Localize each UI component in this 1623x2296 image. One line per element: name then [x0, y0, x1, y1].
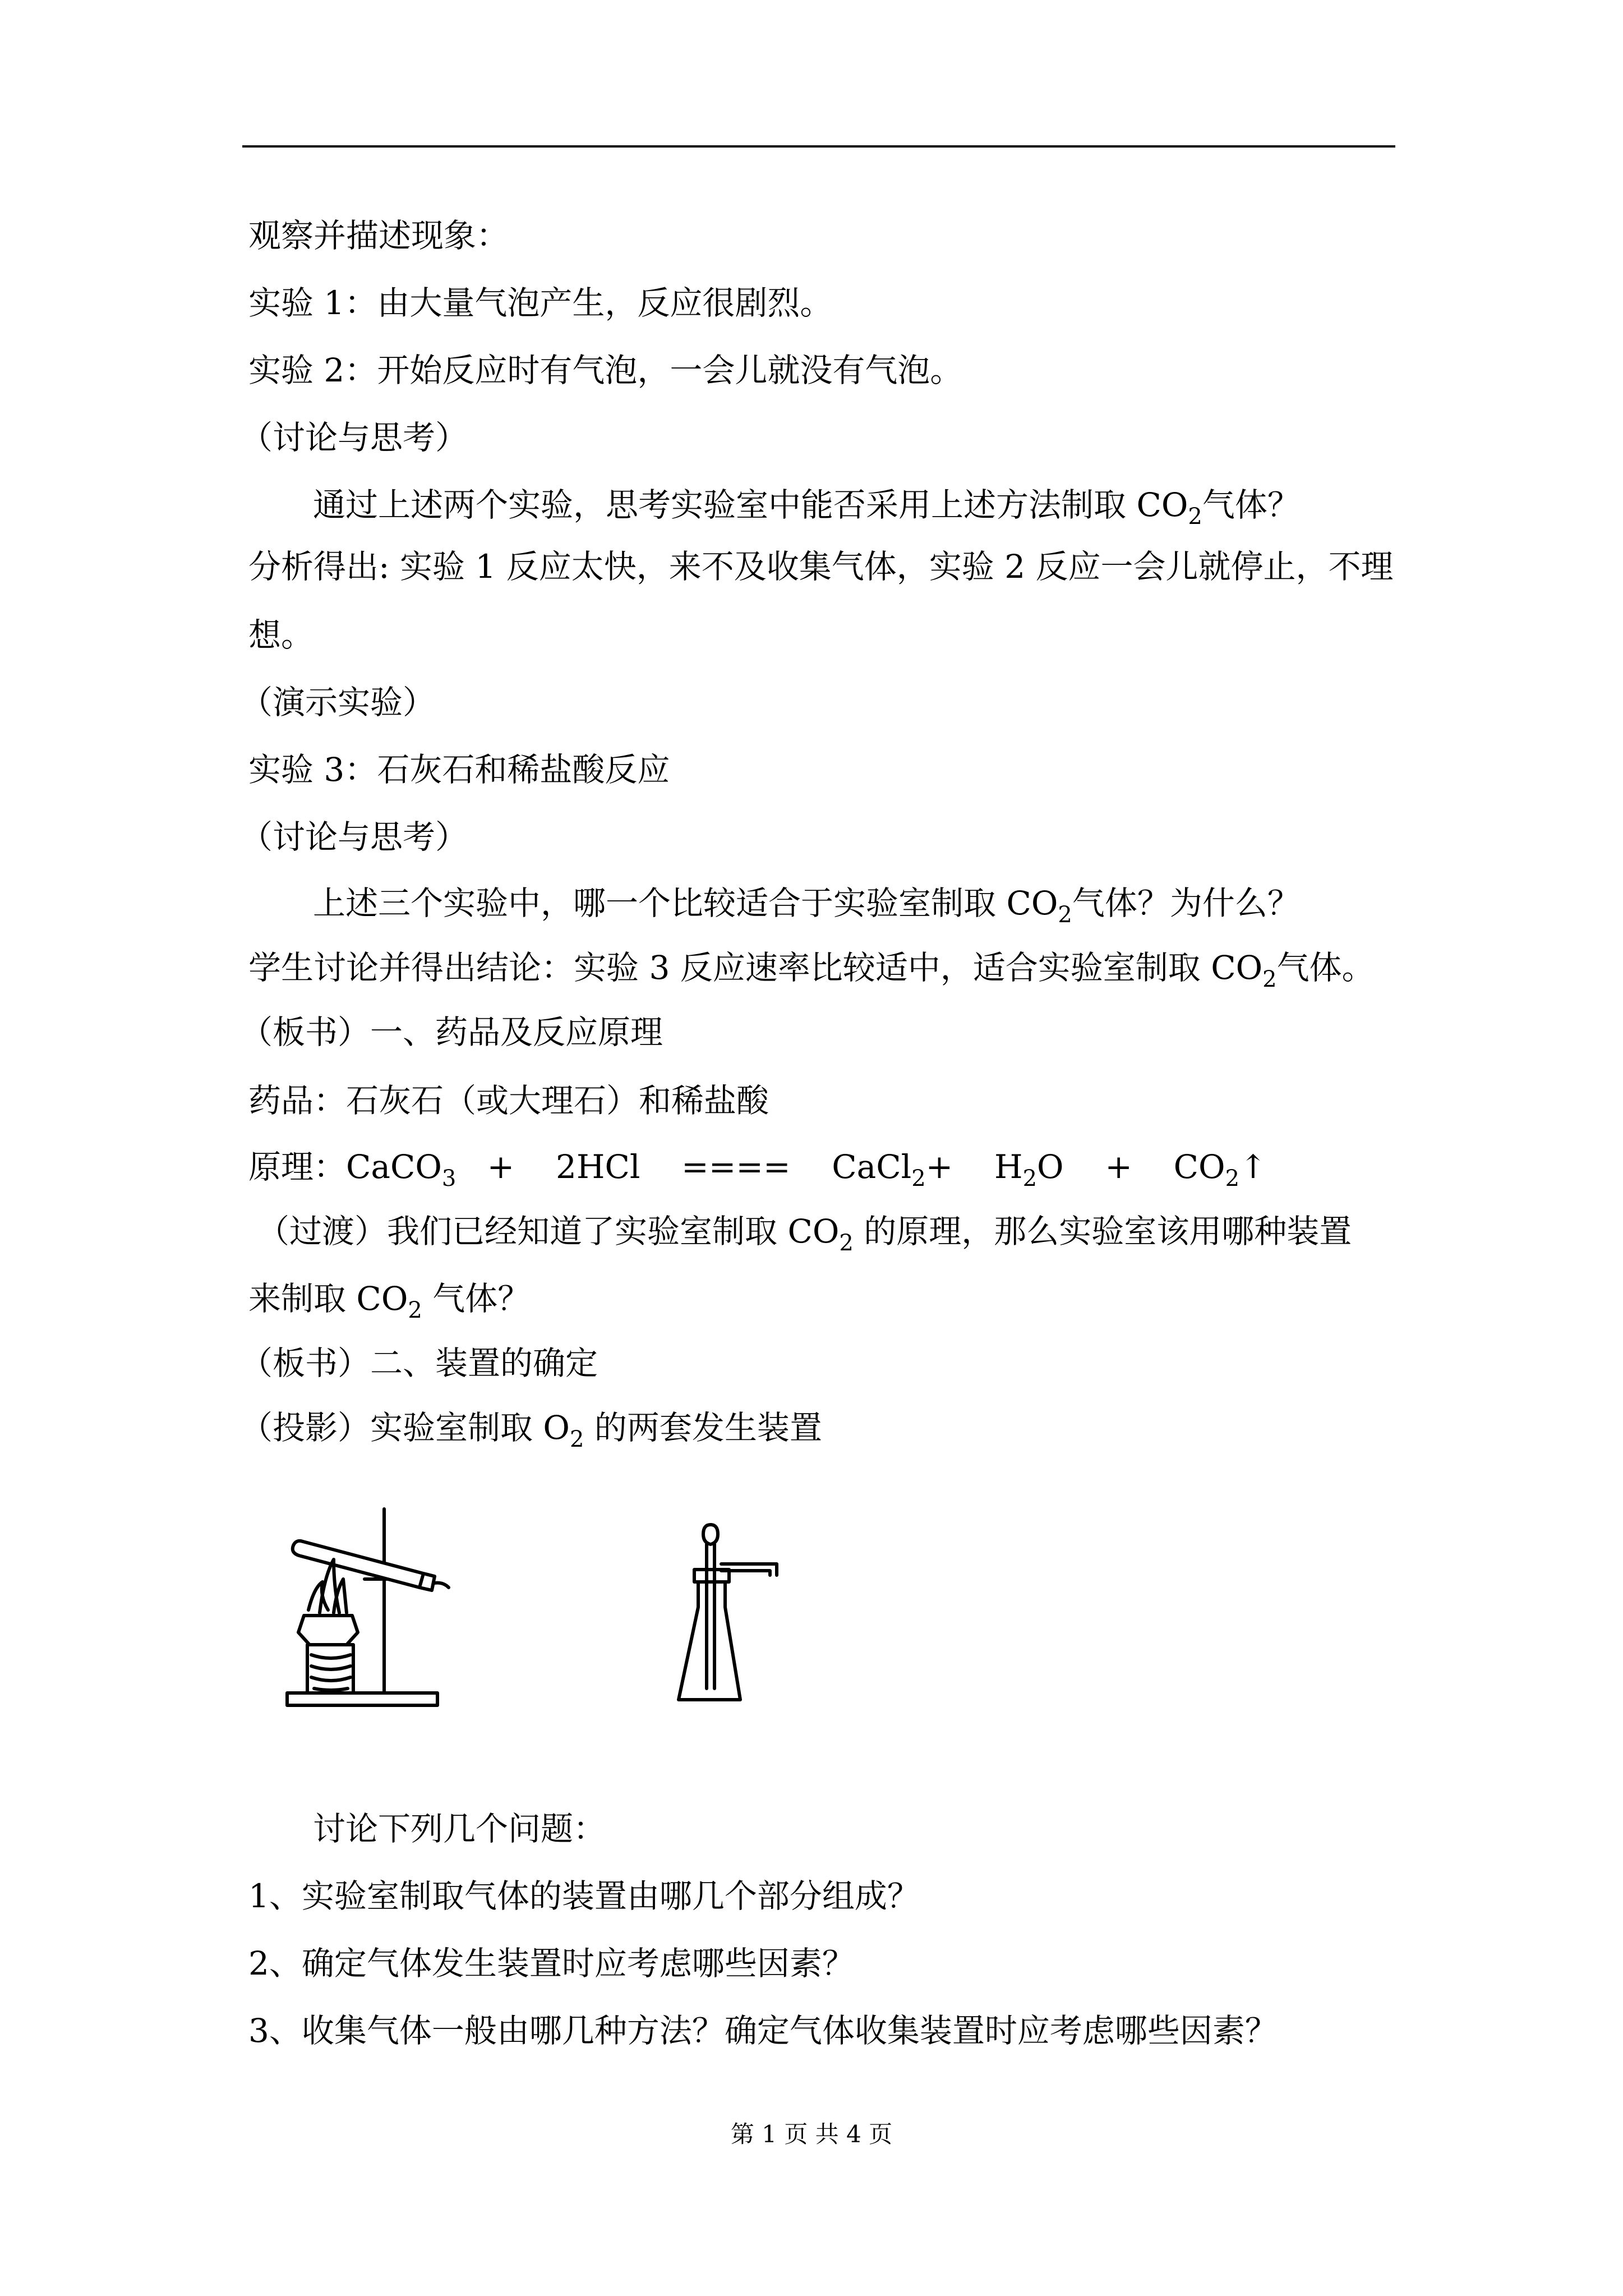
question-2: 2、确定气体发生装置时应考虑哪些因素？ [248, 1944, 855, 1982]
heating-apparatus-diagram [280, 1498, 460, 1717]
text-line-2: 实验 1：由大量气泡产生，反应很剧烈。 [248, 284, 833, 322]
text-line-17: 来制取 $CO_2$ 气体？ [248, 1280, 531, 1323]
text-line-4: （讨论与思考） [240, 418, 468, 457]
text-line-9: 实验 3：石灰石和稀盐酸反应 [248, 751, 670, 789]
text-line-10: （讨论与思考） [240, 818, 468, 856]
flask-apparatus-diagram [673, 1520, 785, 1711]
text-line-12: 学生讨论并得出结论：实验 3 反应速率比较适中，适合实验室制取 $CO_2$气体。 [248, 949, 1375, 992]
reaction-equation: 原理：CaCO$_3$ + 2HCl ==== CaCl$_2$+ $H_2O$ + $CO_2↑$ [248, 1148, 1267, 1191]
text-line-13: （板书）一、药品及反应原理 [240, 1013, 663, 1051]
text-line-16: （过渡）我们已经知道了实验室制取 $CO_2$ 的原理，那么实验室该用哪种装置 [257, 1212, 1352, 1256]
header-rule [242, 145, 1395, 148]
text-line-1: 观察并描述现象： [248, 217, 509, 255]
page-footer: 第 1 页 共 4 页 [730, 2120, 893, 2148]
text-line-7: 想。 [248, 616, 314, 654]
text-line-19: （投影）实验室制取 $O_2$ 的两套发生装置 [240, 1409, 822, 1452]
text-line-20: 讨论下列几个问题： [313, 1810, 606, 1848]
text-line-18: （板书）二、装置的确定 [240, 1344, 598, 1382]
text-line-5: 通过上述两个实验，思考实验室中能否采用上述方法制取 $CO_2$气体？ [313, 486, 1300, 530]
text-line-6: 分析得出: 实验 1 反应太快，来不及收集气体，实验 2 反应一会儿就停止，不理 [248, 547, 1394, 586]
question-1: 1、实验室制取气体的装置由哪几个部分组成？ [248, 1877, 920, 1915]
text-line-8: （演示实验） [240, 683, 436, 721]
question-3: 3、收集气体一般由哪几种方法？确定气体收集装置时应考虑哪些因素？ [248, 2012, 1278, 2050]
text-line-3: 实验 2：开始反应时有气泡，一会儿就没有气泡。 [248, 351, 963, 389]
text-line-14: 药品：石灰石（或大理石）和稀盐酸 [248, 1082, 769, 1120]
text-line-11: 上述三个实验中，哪一个比较适合于实验室制取 $CO_2$气体？为什么？ [313, 884, 1300, 928]
